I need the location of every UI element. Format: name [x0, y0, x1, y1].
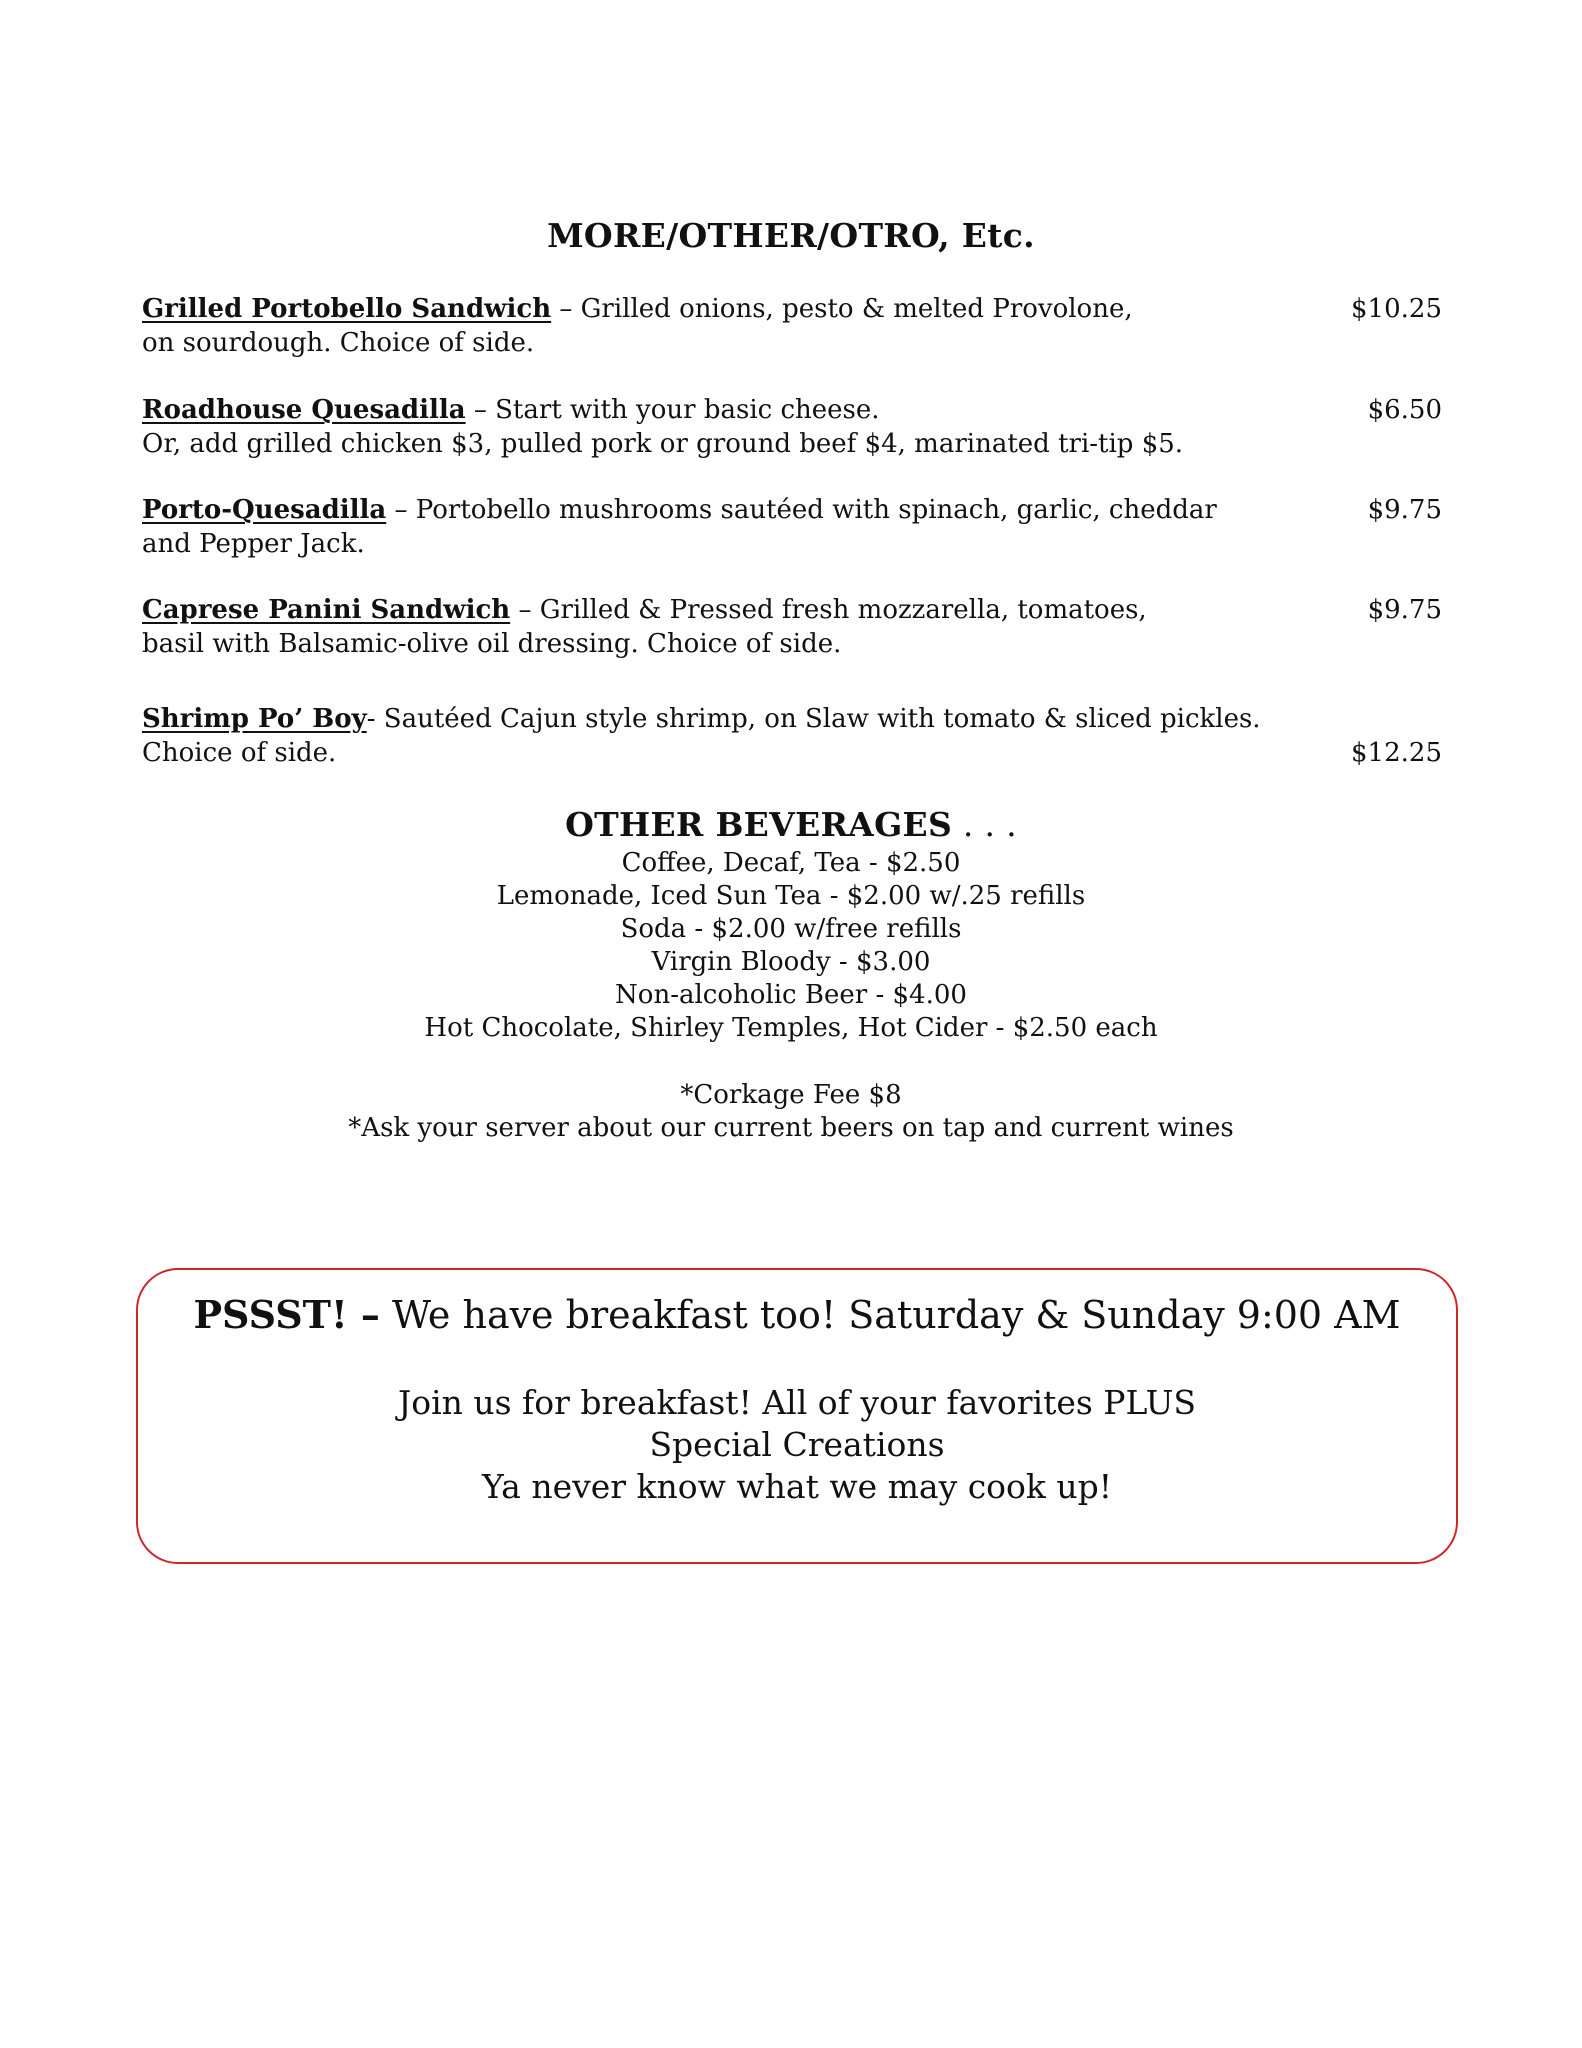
- item-name: Porto-Quesadilla: [142, 495, 387, 525]
- promo-headline: [138, 1292, 1456, 1337]
- promo-line: Special Creations: [649, 1425, 945, 1464]
- corkage-note: *Corkage Fee $8: [680, 1080, 902, 1110]
- item-description: – Grilled onions, pesto & melted Provolone,: [551, 294, 1133, 324]
- beverage-line: Coffee, Decaf, Tea - $2.50: [621, 848, 961, 878]
- menu-item: [142, 702, 1442, 770]
- item-description: – Grilled & Pressed fresh mozzarella, tomatoes,: [510, 595, 1147, 625]
- menu-item: [142, 393, 1442, 461]
- beverage-line: Soda - $2.00 w/free refills: [620, 914, 962, 944]
- beverage-line: Virgin Bloody - $3.00: [651, 947, 931, 977]
- item-price: $12.25: [1351, 738, 1442, 768]
- item-price: $9.75: [1367, 495, 1442, 525]
- beverage-line: Hot Chocolate, Shirley Temples, Hot Cider - $2.50 each: [424, 1013, 1158, 1043]
- item-description: – Start with your basic cheese.: [465, 395, 880, 425]
- item-description-cont: and Pepper Jack.: [142, 529, 365, 559]
- breakfast-promo-box: [136, 1268, 1458, 1564]
- server-note: *Ask your server about our current beers on tap and current wines: [348, 1113, 1234, 1143]
- item-price: $6.50: [1367, 395, 1442, 425]
- item-name: Roadhouse Quesadilla: [142, 395, 466, 425]
- beverages-title-ellipsis: . . .: [952, 805, 1017, 844]
- item-description-cont: Choice of side.: [142, 738, 337, 768]
- item-description: – Portobello mushrooms sautéed with spinach, garlic, cheddar: [386, 495, 1217, 525]
- item-description-cont: Or, add grilled chicken $3, pulled pork or ground beef $4, marinated tri-tip $5.: [142, 429, 1184, 459]
- promo-line: Ya never know what we may cook up!: [481, 1467, 1113, 1506]
- item-description: - Sautéed Cajun style shrimp, on Slaw with tomato & sliced pickles.: [366, 704, 1261, 734]
- item-price: $10.25: [1351, 294, 1442, 324]
- beverages-title-text: OTHER BEVERAGES: [565, 805, 953, 844]
- menu-item: [142, 292, 1442, 360]
- beverage-line: Non-alcoholic Beer - $4.00: [615, 980, 967, 1010]
- promo-line: Join us for breakfast! All of your favorites PLUS: [397, 1383, 1197, 1422]
- promo-body: [138, 1382, 1456, 1508]
- item-name: Caprese Panini Sandwich: [142, 595, 511, 625]
- item-name: Grilled Portobello Sandwich: [142, 294, 552, 324]
- item-price: $9.75: [1367, 595, 1442, 625]
- beverages-title: [0, 805, 1582, 844]
- item-description-cont: basil with Balsamic-olive oil dressing. Choice of side.: [142, 629, 842, 659]
- menu-section-title: MORE/OTHER/OTRO, Etc.: [547, 216, 1035, 255]
- beverage-line: Lemonade, Iced Sun Tea - $2.00 w/.25 refills: [496, 881, 1086, 911]
- menu-item: [142, 493, 1442, 561]
- promo-lead: PSSST! –: [193, 1292, 380, 1337]
- promo-headline-text: We have breakfast too! Saturday & Sunday 9:00 AM: [379, 1293, 1401, 1337]
- menu-item: [142, 593, 1442, 661]
- item-name: Shrimp Po’ Boy: [142, 704, 367, 734]
- item-description-cont: on sourdough. Choice of side.: [142, 328, 535, 358]
- beverage-list: [0, 847, 1582, 1045]
- beverage-notes: [0, 1079, 1582, 1145]
